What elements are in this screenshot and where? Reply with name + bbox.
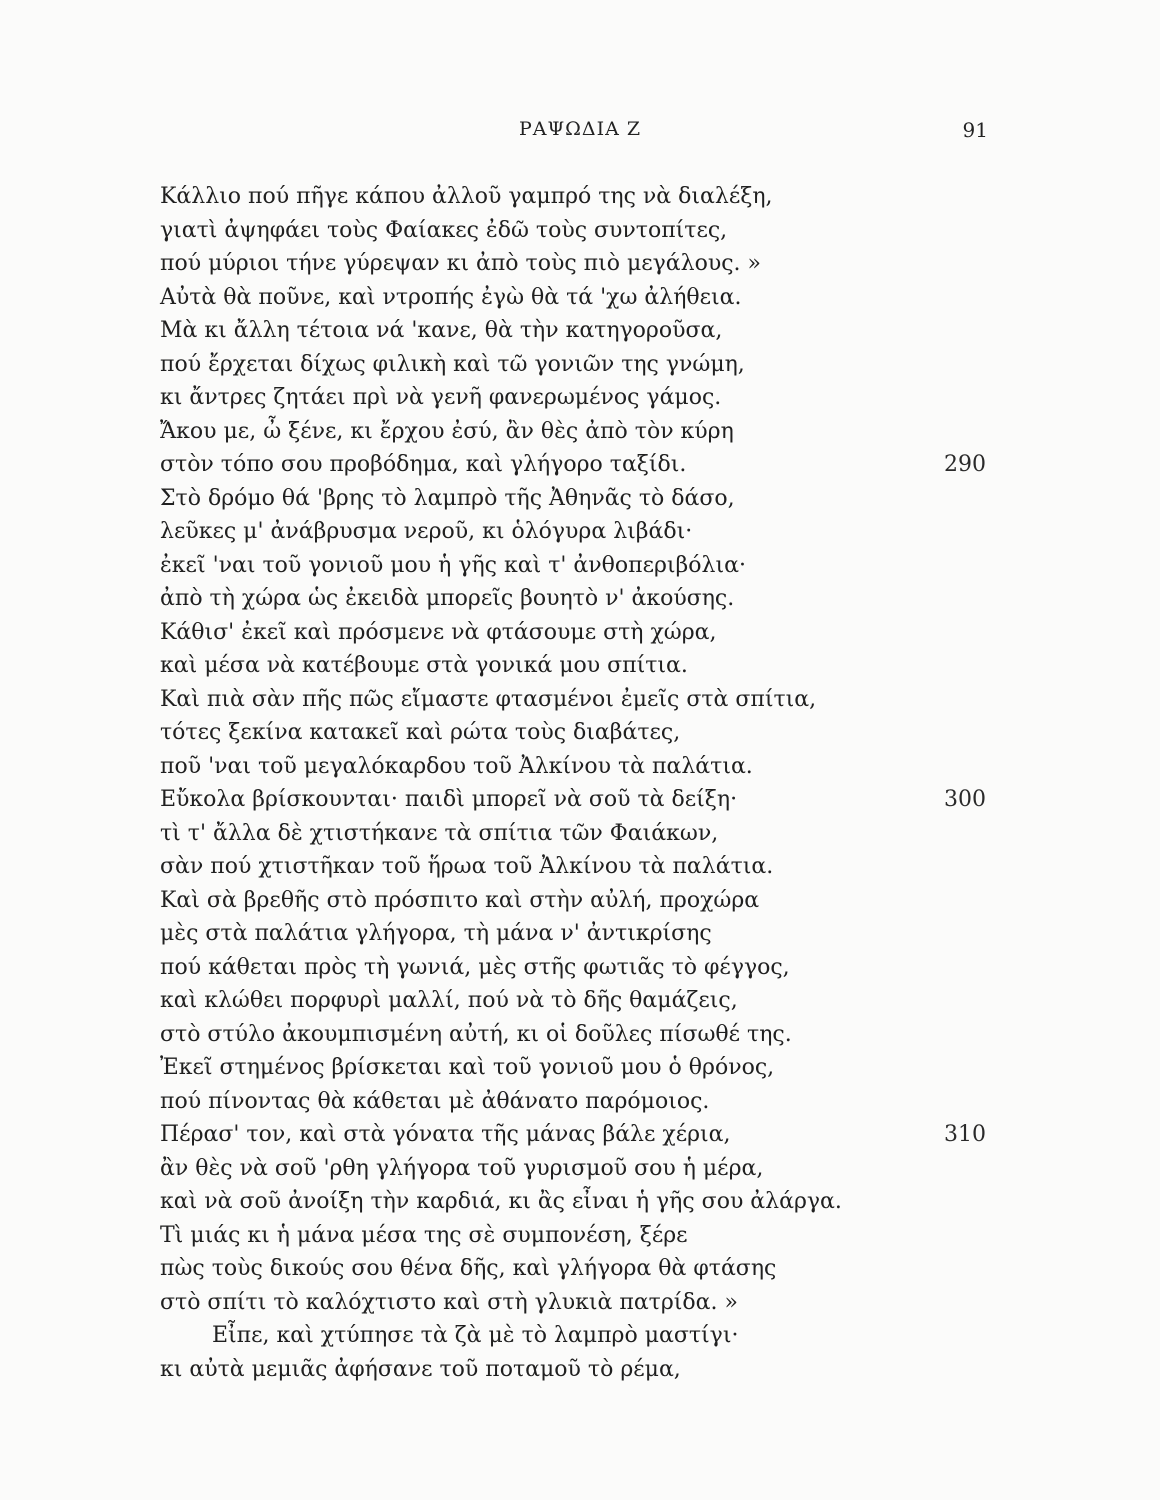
verse-text: καὶ μέσα νὰ κατέβουμε στὰ γονικά μου σπίτια. bbox=[160, 653, 688, 678]
verse-text: σὰν πού χτιστῆκαν τοῦ ἥρωα τοῦ Ἀλκίνου τὰ παλάτια. bbox=[160, 854, 774, 879]
chapter-title: ΡΑΨΩΔΙΑ Ζ bbox=[518, 118, 642, 140]
verse-line bbox=[160, 1118, 1000, 1152]
verse-line bbox=[160, 381, 1000, 415]
verse-line bbox=[160, 515, 1000, 549]
verse-text: γιατὶ ἀψηφάει τοὺς Φαίακες ἐδῶ τοὺς συντοπίτες, bbox=[160, 217, 728, 243]
verse-line bbox=[160, 214, 1000, 248]
verse-line bbox=[160, 1018, 1000, 1052]
verse-block bbox=[160, 180, 1000, 1386]
verse-text: καὶ κλώθει πορφυρὶ μαλλί, πού νὰ τὸ δῆς θαμάζεις, bbox=[160, 988, 738, 1013]
verse-line bbox=[160, 314, 1000, 348]
verse-line bbox=[160, 750, 1000, 784]
verse-text: στὸν τόπο σου προβόδημα, καὶ γλήγορο ταξίδι. bbox=[160, 452, 687, 477]
verse-line bbox=[160, 616, 1000, 650]
verse-text: πού κάθεται πρὸς τὴ γωνιά, μὲς στῆς φωτιᾶς τὸ φέγγος, bbox=[160, 954, 790, 980]
verse-text: μὲς στὰ παλάτια γλήγορα, τὴ μάνα ν' ἀντικρίσης bbox=[160, 921, 712, 946]
verse-line bbox=[160, 917, 1000, 951]
verse-line bbox=[160, 984, 1000, 1018]
verse-line bbox=[160, 951, 1000, 985]
verse-line bbox=[160, 649, 1000, 683]
verse-line bbox=[160, 1219, 1000, 1253]
verse-line bbox=[160, 180, 1000, 214]
verse-line bbox=[160, 549, 1000, 583]
verse-line bbox=[160, 281, 1000, 315]
verse-line bbox=[160, 1286, 1000, 1320]
line-number: 290 bbox=[944, 452, 986, 477]
verse-line bbox=[160, 582, 1000, 616]
verse-text: Κάθισ' ἐκεῖ καὶ πρόσμενε νὰ φτάσουμε στὴ χώρα, bbox=[160, 619, 717, 645]
verse-text: κι ἄντρες ζητάει πρὶ νὰ γενῆ φανερωμένος γάμος. bbox=[160, 385, 722, 410]
verse-text: τότες ξεκίνα κατακεῖ καὶ ρώτα τοὺς διαβάτες, bbox=[160, 720, 681, 745]
verse-text: ἂν θὲς νὰ σοῦ 'ρθη γλήγορα τοῦ γυρισμοῦ σου ἡ μέρα, bbox=[160, 1155, 764, 1181]
verse-line bbox=[160, 1051, 1000, 1085]
verse-line bbox=[160, 884, 1000, 918]
verse-text: Τὶ μιάς κι ἡ μάνα μέσα της σὲ συμπονέση, ξέρε bbox=[160, 1222, 688, 1248]
verse-line bbox=[160, 1319, 1000, 1353]
verse-text: στὸ σπίτι τὸ καλόχτιστο καὶ στὴ γλυκιὰ πατρίδα. » bbox=[160, 1289, 738, 1315]
verse-line bbox=[160, 1252, 1000, 1286]
verse-line bbox=[160, 1085, 1000, 1119]
verse-text: λεῦκες μ' ἀνάβρυσμα νεροῦ, κι ὁλόγυρα λιβάδι· bbox=[160, 519, 693, 544]
verse-text: Μὰ κι ἄλλη τέτοια νά 'κανε, θὰ τὴν κατηγοροῦσα, bbox=[160, 318, 723, 343]
verse-text: ἐκεῖ 'ναι τοῦ γονιοῦ μου ἡ γῆς καὶ τ' ἀνθοπεριβόλια· bbox=[160, 552, 746, 578]
verse-text: Καὶ σὰ βρεθῆς στὸ πρόσπιτο καὶ στὴν αὐλή, προχώρα bbox=[160, 887, 760, 913]
verse-text: ἀπὸ τὴ χώρα ὡς ἐκειδὰ μπορεῖς βουητὸ ν' ἀκούσης. bbox=[160, 586, 735, 611]
verse-text: Ἄκου με, ὦ ξένε, κι ἔρχου ἐσύ, ἂν θὲς ἀπὸ τὸν κύρη bbox=[160, 418, 734, 444]
verse-text: Στὸ δρόμο θά 'βρης τὸ λαμπρὸ τῆς Ἀθηνᾶς τὸ δάσο, bbox=[160, 485, 735, 511]
page-number: 91 bbox=[962, 118, 988, 142]
verse-line bbox=[160, 1185, 1000, 1219]
line-number: 310 bbox=[944, 1122, 986, 1147]
running-head bbox=[0, 116, 1160, 146]
verse-line bbox=[160, 482, 1000, 516]
verse-line bbox=[160, 247, 1000, 281]
verse-line bbox=[160, 348, 1000, 382]
verse-text: πού ἔρχεται δίχως φιλικὴ καὶ τῶ γονιῶν της γνώμη, bbox=[160, 351, 745, 377]
verse-text: ποῦ 'ναι τοῦ μεγαλόκαρδου τοῦ Ἀλκίνου τὰ παλάτια. bbox=[160, 753, 753, 779]
verse-text: Καὶ πιὰ σὰν πῆς πῶς εἴμαστε φτασμένοι ἐμεῖς στὰ σπίτια, bbox=[160, 686, 817, 712]
verse-line bbox=[160, 415, 1000, 449]
verse-text: Ἐκεῖ στημένος βρίσκεται καὶ τοῦ γονιοῦ μου ὁ θρόνος, bbox=[160, 1055, 775, 1080]
verse-text: Πέρασ' τον, καὶ στὰ γόνατα τῆς μάνας βάλε χέρια, bbox=[160, 1122, 731, 1147]
verse-text: Εἶπε, καὶ χτύπησε τὰ ζὰ μὲ τὸ λαμπρὸ μαστίγι· bbox=[212, 1323, 739, 1348]
verse-text: καὶ νὰ σοῦ ἀνοίξη τὴν καρδιά, κι ἂς εἶναι ἡ γῆς σου ἀλάργα. bbox=[160, 1189, 842, 1214]
verse-line bbox=[160, 683, 1000, 717]
verse-text: πού πίνοντας θὰ κάθεται μὲ ἀθάνατο παρόμοιος. bbox=[160, 1088, 710, 1114]
verse-text: τὶ τ' ἄλλα δὲ χτιστήκανε τὰ σπίτια τῶν Φαιάκων, bbox=[160, 820, 719, 846]
verse-text: Κάλλιο πού πῆγε κάπου ἀλλοῦ γαμπρό της νὰ διαλέξη, bbox=[160, 184, 773, 209]
verse-line bbox=[160, 850, 1000, 884]
verse-text: Εὔκολα βρίσκουνται· παιδὶ μπορεῖ νὰ σοῦ τὰ δείξη· bbox=[160, 787, 738, 812]
line-number: 300 bbox=[944, 787, 986, 812]
verse-line bbox=[160, 1152, 1000, 1186]
verse-line bbox=[160, 783, 1000, 817]
verse-text: πού μύριοι τήνε γύρεψαν κι ἀπὸ τοὺς πιὸ μεγάλους. » bbox=[160, 251, 761, 276]
verse-text: Αὐτὰ θὰ ποῦνε, καὶ ντροπής ἐγὼ θὰ τά 'χω ἀλήθεια. bbox=[160, 284, 742, 310]
verse-text: πὼς τοὺς δικούς σου θένα δῆς, καὶ γλήγορα θὰ φτάσης bbox=[160, 1256, 777, 1281]
verse-line bbox=[160, 817, 1000, 851]
verse-text: στὸ στύλο ἀκουμπισμένη αὐτή, κι οἱ δοῦλες πίσωθέ της. bbox=[160, 1021, 792, 1047]
verse-line bbox=[160, 1353, 1000, 1387]
verse-text: κι αὐτὰ μεμιᾶς ἀφήσανε τοῦ ποταμοῦ τὸ ρέμα, bbox=[160, 1356, 681, 1382]
verse-line bbox=[160, 448, 1000, 482]
verse-line bbox=[160, 716, 1000, 750]
